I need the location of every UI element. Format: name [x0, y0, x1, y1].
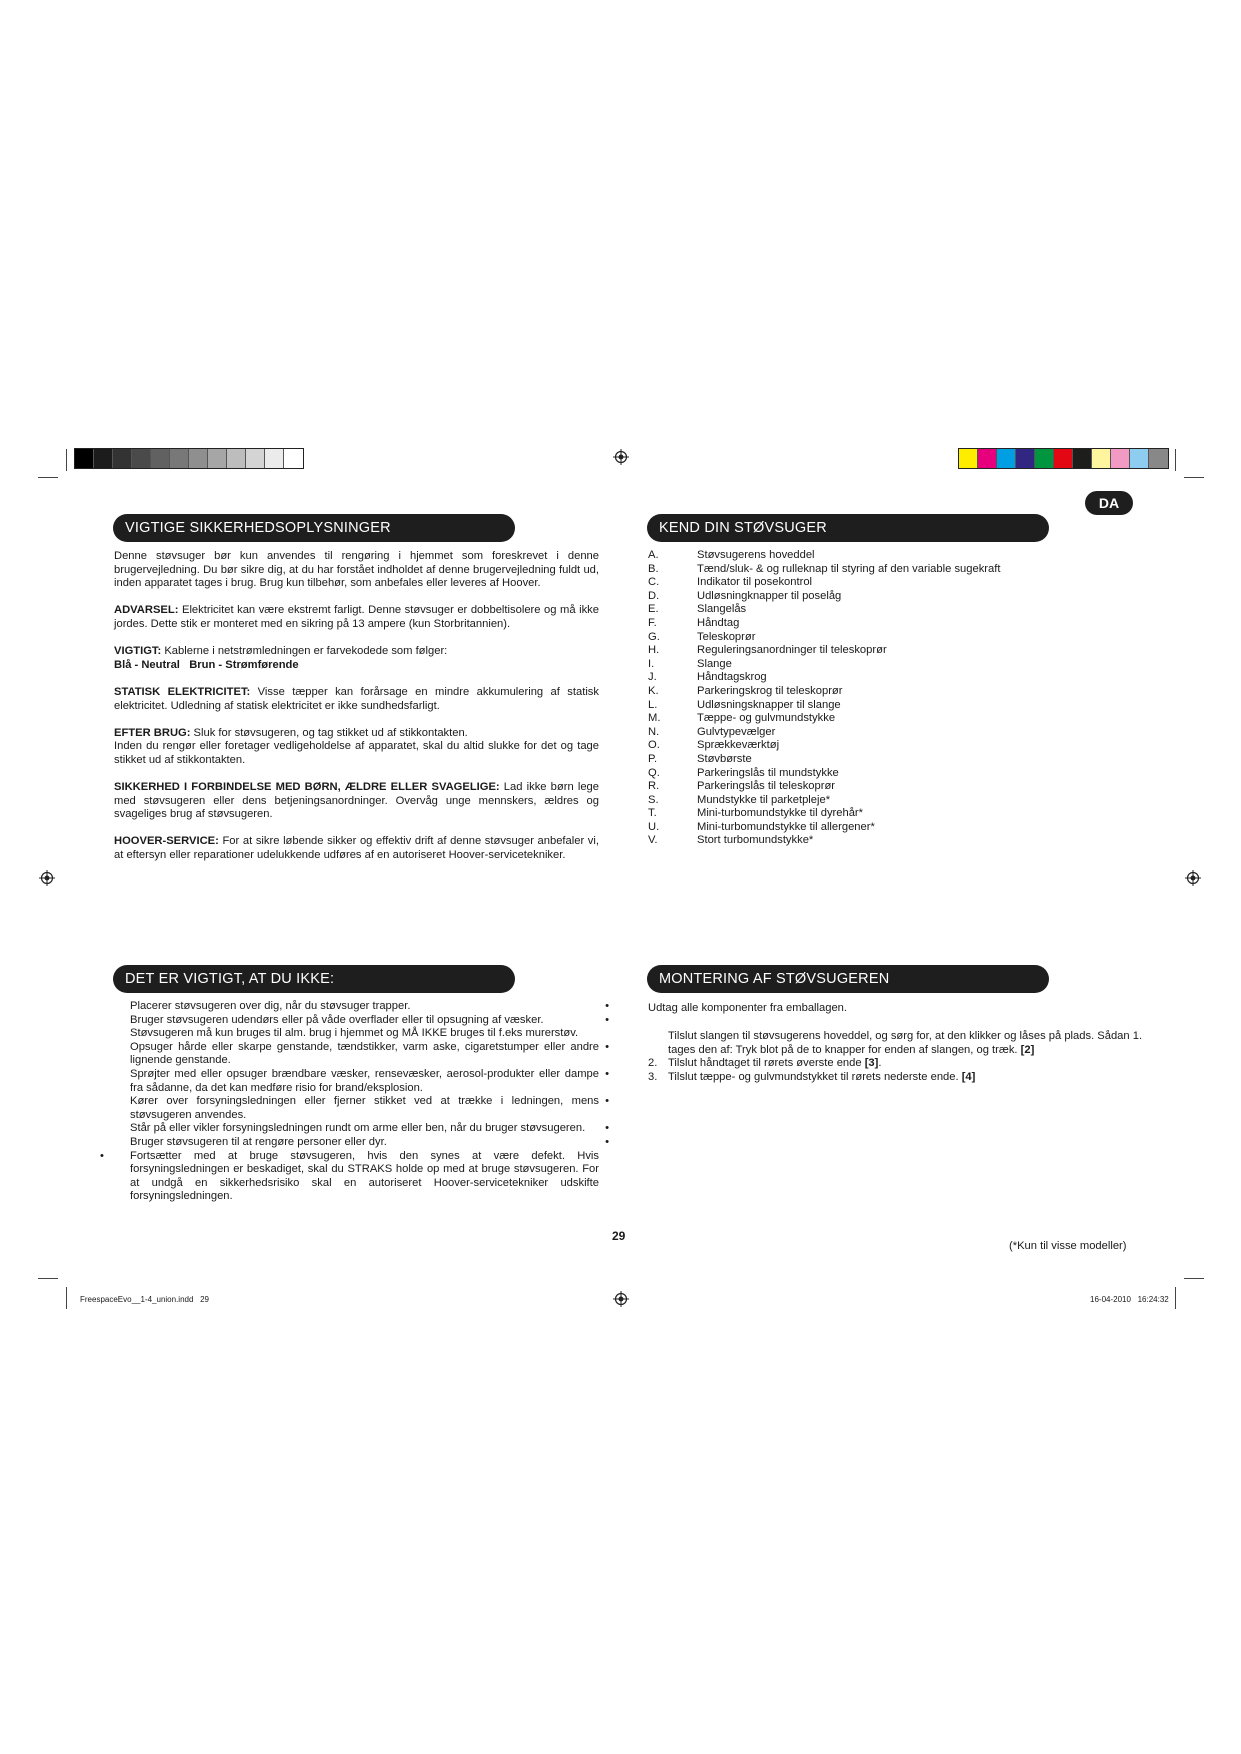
- gray-swatch: [94, 449, 113, 468]
- bullet: •: [605, 1040, 609, 1053]
- part-letter: B.: [648, 562, 659, 575]
- assembly-step: 3. Tilslut tæppe- og gulvmundstykket til rørets nederste ende. [4]: [648, 1070, 976, 1083]
- children-text: Lad ikke børn lege med støvsugeren eller dens betjeningsanordninger. Overvåg unge mennskers, ældres og svageliges brug af støvsugeren.: [114, 781, 599, 821]
- part-letter: Q.: [648, 766, 660, 779]
- part-letter: T.: [648, 807, 657, 820]
- bullet: •: [605, 1135, 609, 1148]
- safety-intro: Denne støvsuger bør kun anvendes til rengøring i hjemmet som foreskrevet i denne brugervejledning. Du bør sikre dig, at du har forstået indholdet af denne brugervejledning fuldt ud, inden apparatet tages i brug. Brug kun tilbehør, som anbefales eller leveres af Hoover.: [114, 550, 599, 590]
- list-item: [648, 699, 1078, 713]
- important-text: Kablerne i netstrømledningen er farvekodede som følger:: [161, 645, 448, 658]
- part-name: Stort turbomundstykke*: [697, 834, 814, 847]
- color-calibration-strip: [958, 448, 1169, 469]
- file-info: FreespaceEvo__1-4_union.indd 29: [80, 1295, 209, 1304]
- children-label: SIKKERHED I FORBINDELSE MED BØRN, ÆLDRE ELLER SVAGELIGE:: [114, 781, 500, 794]
- language-badge: DA: [1085, 491, 1133, 515]
- crop-mark-bottom-right-h: [1184, 1278, 1204, 1279]
- list-item: [648, 712, 1078, 726]
- list-item: [648, 549, 1078, 563]
- service-paragraph: [114, 835, 599, 862]
- color-swatch: [1035, 449, 1054, 468]
- registration-mark-icon: [1185, 870, 1201, 886]
- list-item: [648, 631, 1078, 645]
- part-letter: R.: [648, 780, 660, 793]
- list-item: [648, 576, 1078, 590]
- color-swatch: [1054, 449, 1073, 468]
- gray-swatch: [265, 449, 284, 468]
- registration-mark-icon: [613, 449, 629, 465]
- static-text: Visse tæpper kan forårsage en mindre akkumulering af statisk elektricitet. Udledning af statisk elektricitet er ikke sundhedsfarligt.: [114, 685, 599, 712]
- part-name: Støvsugerens hoveddel: [697, 549, 815, 561]
- list-item: [648, 834, 1078, 848]
- after-use-label: EFTER BRUG:: [114, 726, 191, 739]
- part-name: Teleskoprør: [697, 630, 756, 643]
- list-item: Placerer støvsugeren over dig, når du støvsuger trapper. •: [130, 1000, 609, 1012]
- after-use-text: Sluk for støvsugeren, og tag stikket ud af stikkontakten.: [190, 726, 468, 739]
- part-name: Parkeringskrog til teleskoprør: [697, 684, 843, 697]
- warning-paragraph: [114, 604, 599, 631]
- print-timestamp: 16-04-2010 16:24:32: [1090, 1295, 1169, 1304]
- list-item: [648, 807, 1078, 821]
- crop-mark-top-left-v: [66, 449, 67, 471]
- color-swatch: [959, 449, 978, 468]
- assembly-step: 2. Tilslut håndtaget til rørets øverste ende [3].: [648, 1057, 882, 1070]
- part-letter: E.: [648, 603, 659, 616]
- gray-swatch: [246, 449, 265, 468]
- part-name: Håndtag: [697, 616, 740, 629]
- part-name: Indikator til posekontrol: [697, 576, 813, 589]
- list-item: [648, 739, 1078, 753]
- page-number: 29: [612, 1229, 626, 1243]
- part-letter: N.: [648, 725, 660, 738]
- section-header-know: KEND DIN STØVSUGER: [647, 514, 1049, 542]
- warning-text: Elektricitet kan være ekstremt farligt. Denne støvsuger er dobbeltisolere og må ikke jordes. Dette stik er monteret med en sikring på 13 ampere (kun Storbritannien).: [114, 604, 599, 630]
- part-letter: U.: [648, 820, 660, 833]
- color-swatch: [1130, 449, 1149, 468]
- footnote: (*Kun til visse modeller): [1009, 1240, 1127, 1252]
- part-letter: D.: [648, 589, 660, 602]
- gray-swatch: [151, 449, 170, 468]
- gray-swatch: [170, 449, 189, 468]
- after-use-paragraph: [114, 727, 599, 741]
- list-item: Står på eller vikler forsyningsledningen rundt om arme eller ben, når du bruger støvsugeren. •: [130, 1122, 609, 1135]
- registration-mark-icon: [39, 870, 55, 886]
- gray-swatch: [208, 449, 227, 468]
- assembly-steps: [648, 1030, 1158, 1084]
- part-letter: P.: [648, 752, 658, 765]
- list-item: [648, 685, 1078, 699]
- part-letter: I.: [648, 657, 655, 670]
- list-item: [648, 767, 1078, 781]
- list-item: [648, 821, 1078, 835]
- list-item: [648, 590, 1078, 604]
- list-item: • Fortsætter med at bruge støvsugeren, hvis den synes at være defekt. Hvis forsyningsledningen er beskadiget, skal du STRAKS holde op med at bruge støvsugeren. For at undgå en sikkerhedsrisiko skal en autoriseret Hoover-servicetekniker udskifte forsyningsledningen.: [100, 1149, 599, 1203]
- part-letter: M.: [648, 712, 661, 725]
- wire-colors: Blå - Neutral Brun - Strømførende: [114, 658, 299, 671]
- after-use-text-2: Inden du rengør eller foretager vedligeholdelse af apparatet, skal du altid slukke for det og tage stikket ud af stikkontakten.: [114, 740, 599, 766]
- important-label: VIGTIGT:: [114, 645, 162, 658]
- part-name: Parkeringslås til mundstykke: [697, 766, 839, 779]
- color-swatch: [1092, 449, 1111, 468]
- part-name: Mundstykke til parketpleje*: [697, 793, 831, 806]
- part-name: Parkeringslås til teleskoprør: [697, 780, 836, 793]
- gray-swatch: [227, 449, 246, 468]
- assembly-intro: Udtag alle komponenter fra emballagen.: [648, 1002, 848, 1014]
- warning-label: ADVARSEL:: [114, 604, 179, 617]
- color-swatch: [1073, 449, 1092, 468]
- part-name: Sprækkeværktøj: [697, 739, 780, 752]
- part-letter: S.: [648, 793, 659, 806]
- static-paragraph: [114, 686, 599, 713]
- color-swatch: [997, 449, 1016, 468]
- part-letter: V.: [648, 834, 658, 847]
- list-item: [648, 603, 1078, 617]
- bullet: •: [605, 1095, 609, 1108]
- crop-mark-top-right-v: [1175, 449, 1176, 471]
- part-name: Mini-turbomundstykke til allergener*: [697, 820, 875, 833]
- list-item: [648, 794, 1078, 808]
- list-item: [648, 726, 1078, 740]
- part-letter: A.: [648, 549, 659, 561]
- bullet: •: [605, 1122, 609, 1135]
- gray-swatch: [132, 449, 151, 468]
- part-name: Tænd/sluk- & og rulleknap til styring af den variable sugekraft: [697, 562, 1001, 575]
- section-header-assembly: MONTERING AF STØVSUGEREN: [647, 965, 1049, 993]
- gray-calibration-strip: [74, 448, 304, 469]
- list-item: [648, 563, 1078, 577]
- assembly-step-1: Tilslut slangen til støvsugerens hoveddel, og sørg for, at den klikker og låses på plads. Sådan 1. tages den af: Tryk blot på de to knapper for enden af slangen, og træk. [2]: [668, 1030, 1143, 1056]
- registration-mark-icon: [613, 1291, 629, 1307]
- list-item: Bruger støvsugeren udendørs eller på våde overflader eller til opsugning af væsker. •: [130, 1013, 609, 1026]
- list-item: Kører over forsyningsledningen eller fjerner stikket ved at trække i ledningen, mens støvsugeren anvendes. •: [130, 1095, 609, 1121]
- part-name: Tæppe- og gulvmundstykke: [697, 712, 836, 725]
- part-name: Udløsningknapper til poselåg: [697, 589, 842, 602]
- crop-mark-top-right-h: [1184, 477, 1204, 478]
- list-item: [648, 780, 1078, 794]
- part-letter: L.: [648, 698, 658, 711]
- part-letter: C.: [648, 576, 660, 589]
- crop-mark-bottom-left-v: [66, 1287, 67, 1309]
- service-label: HOOVER-SERVICE:: [114, 835, 219, 848]
- section-header-safety: VIGTIGE SIKKERHEDSOPLYSNINGER: [113, 514, 515, 542]
- list-item: [648, 671, 1078, 685]
- donts-list: [100, 1000, 609, 1204]
- part-name: Håndtagskrog: [697, 671, 767, 684]
- part-name: Gulvtypevælger: [697, 725, 776, 738]
- list-item: [648, 644, 1078, 658]
- bullet: •: [605, 1000, 609, 1012]
- part-letter: K.: [648, 684, 659, 697]
- gray-swatch: [75, 449, 94, 468]
- part-name: Slangelås: [697, 603, 747, 616]
- color-swatch: [1111, 449, 1130, 468]
- safety-text: [114, 550, 599, 863]
- list-item: Støvsugeren må kun bruges til alm. brug i hjemmet og MÅ IKKE bruges til f.eks murerstøv.: [130, 1027, 579, 1040]
- list-item: [648, 753, 1078, 767]
- parts-list: [648, 549, 1078, 848]
- bullet: •: [605, 1067, 609, 1080]
- service-text: For at sikre løbende sikker og effektiv drift af denne støvsuger anbefaler vi, at eftersyn eller reparationer udelukkende udføres af en autoriseret Hoover-servicetekniker.: [114, 835, 599, 862]
- list-item: Bruger støvsugeren til at rengøre personer eller dyr. •: [130, 1135, 609, 1148]
- section-header-donts: DET ER VIGTIGT, AT DU IKKE:: [113, 965, 515, 993]
- part-letter: O.: [648, 739, 660, 752]
- gray-swatch: [284, 449, 303, 468]
- bullet: •: [100, 1149, 104, 1162]
- part-letter: F.: [648, 616, 657, 629]
- children-paragraph: [114, 781, 599, 822]
- list-item: Opsuger hårde eller skarpe genstande, tændstikker, varm aske, cigaretstumper eller andre lignende genstande. •: [130, 1040, 609, 1067]
- part-letter: H.: [648, 644, 660, 657]
- list-item: [648, 617, 1078, 631]
- part-name: Støvbørste: [697, 752, 752, 765]
- crop-mark-bottom-left-h: [38, 1278, 58, 1279]
- crop-mark-bottom-right-v: [1175, 1287, 1176, 1309]
- color-swatch: [1149, 449, 1168, 468]
- part-name: Mini-turbomundstykke til dyrehår*: [697, 807, 864, 820]
- crop-mark-top-left-h: [38, 477, 58, 478]
- gray-swatch: [113, 449, 132, 468]
- color-swatch: [978, 449, 997, 468]
- list-item: [648, 658, 1078, 672]
- gray-swatch: [189, 449, 208, 468]
- part-letter: G.: [648, 630, 660, 643]
- color-swatch: [1016, 449, 1035, 468]
- bullet: •: [605, 1013, 609, 1026]
- part-name: Slange: [697, 657, 732, 670]
- static-label: STATISK ELEKTRICITET:: [114, 685, 251, 698]
- list-item: Sprøjter med eller opsuger brændbare væsker, rensevæsker, aerosol-produkter eller dampe fra sådanne, da det kan medføre risio for brand/eksplosion. •: [130, 1067, 609, 1094]
- part-name: Udløsningsknapper til slange: [697, 698, 841, 711]
- part-name: Reguleringsanordninger til teleskoprør: [697, 644, 887, 657]
- part-letter: J.: [648, 671, 657, 684]
- important-paragraph: [114, 645, 599, 659]
